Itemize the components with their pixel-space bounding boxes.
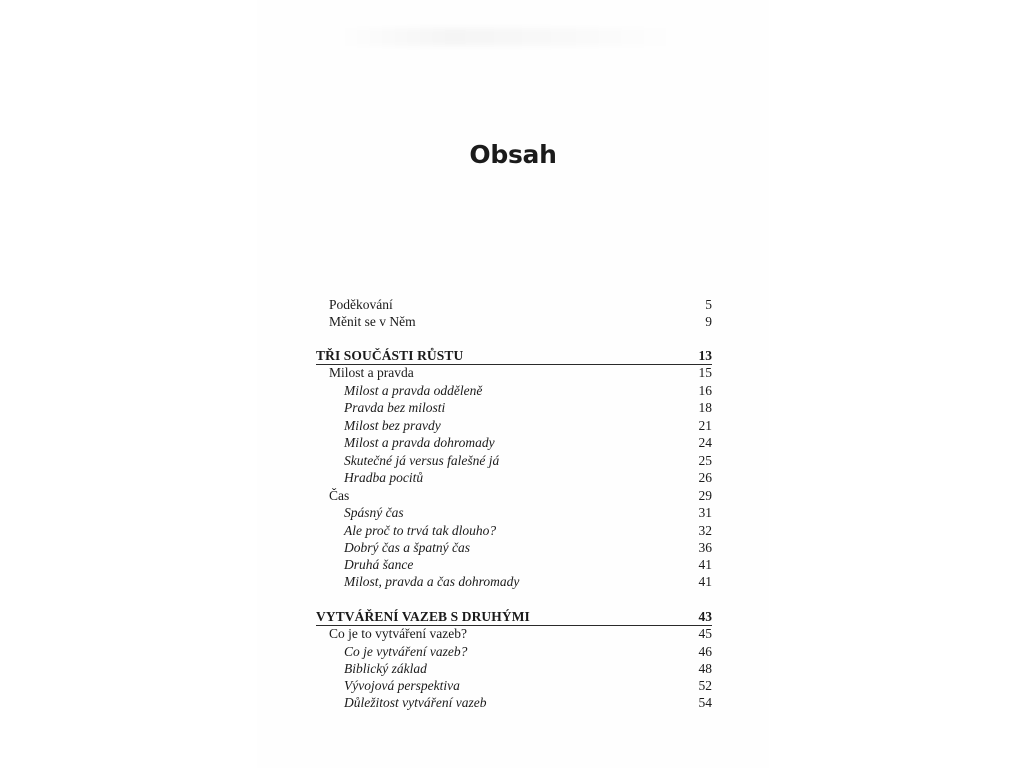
toc-part-heading	[316, 608, 712, 626]
toc-entry-label: Spásný čas	[344, 505, 404, 520]
toc-entry-label: Milost a pravda dohromady	[344, 435, 495, 450]
toc-entry-page-number: 9	[705, 314, 712, 329]
toc-entry-page-number: 15	[698, 365, 712, 380]
toc-section-entry	[316, 556, 712, 574]
toc-entry-page-number: 54	[698, 695, 712, 710]
toc-chapter-entry	[316, 313, 712, 331]
toc-entry-page-number: 16	[698, 383, 712, 398]
toc-entry-label: Vývojová perspektiva	[344, 678, 460, 693]
toc-section-entry	[316, 452, 712, 470]
toc-section-entry	[316, 677, 712, 695]
bleed-through-header	[338, 28, 678, 46]
toc-entry-label: Dobrý čas a špatný čas	[344, 540, 470, 555]
toc-entry-page-number: 52	[698, 678, 712, 693]
toc-entry-page-number: 26	[698, 470, 712, 485]
toc-section-entry	[316, 382, 712, 400]
toc-entry-label: Co je vytváření vazeb?	[344, 644, 468, 659]
toc-section-entry	[316, 417, 712, 435]
toc-entry-page-number: 45	[698, 626, 712, 641]
toc-entry-page-number: 48	[698, 661, 712, 676]
toc-entry-label: Měnit se v Něm	[329, 314, 416, 329]
toc-entry-label: TŘI SOUČÁSTI RŮSTU	[316, 348, 464, 363]
part-heading-divider	[316, 625, 712, 626]
toc-entry-label: Milost a pravda	[329, 365, 414, 380]
toc-entry-page-number: 41	[698, 574, 712, 589]
toc-entry-label: Milost bez pravdy	[344, 418, 441, 433]
toc-section-entry	[316, 504, 712, 522]
toc-part-heading	[316, 347, 712, 365]
toc-entry-page-number: 36	[698, 540, 712, 555]
toc-section-entry	[316, 434, 712, 452]
toc-entry-page-number: 43	[698, 609, 712, 624]
toc-entry-label: Milost, pravda a čas dohromady	[344, 574, 520, 589]
toc-section-entry	[316, 694, 712, 712]
toc-section-entry	[316, 643, 712, 661]
toc-section-entry	[316, 399, 712, 417]
toc-entry-label: Ale proč to trvá tak dlouho?	[344, 523, 497, 538]
toc-entry-label: Skutečné já versus falešné já	[344, 453, 500, 468]
toc-entry-label: Poděkování	[329, 297, 393, 312]
toc-section-entry	[316, 573, 712, 591]
toc-entry-label: Hradba pocitů	[344, 470, 424, 485]
page-title: Obsah	[469, 140, 557, 169]
toc-entry-page-number: 13	[698, 348, 712, 363]
toc-section-entry	[316, 522, 712, 540]
toc-chapter-entry	[316, 625, 712, 643]
toc-chapter-entry	[316, 364, 712, 382]
toc-entry-page-number: 5	[705, 297, 712, 312]
toc-entry-page-number: 18	[698, 400, 712, 415]
toc-chapter-entry	[316, 296, 712, 314]
toc-entry-page-number: 24	[698, 435, 712, 450]
toc-entry-label: Biblický základ	[344, 661, 427, 676]
toc-entry-label: Pravda bez milosti	[344, 400, 446, 415]
toc-entry-page-number: 21	[698, 418, 712, 433]
toc-chapter-entry	[316, 487, 712, 505]
part-heading-divider	[316, 364, 712, 365]
toc-entry-page-number: 46	[698, 644, 712, 659]
toc-section-entry	[316, 660, 712, 678]
toc-entry-page-number: 31	[698, 505, 712, 520]
toc-entry-label: Důležitost vytváření vazeb	[344, 695, 487, 710]
toc-entry-page-number: 41	[698, 557, 712, 572]
toc-entry-label: Co je to vytváření vazeb?	[329, 626, 467, 641]
toc-entry-label: Milost a pravda odděleně	[344, 383, 483, 398]
toc-section-entry	[316, 469, 712, 487]
toc-entry-page-number: 32	[698, 523, 712, 538]
toc-entry-label: Čas	[329, 488, 350, 503]
toc-entry-page-number: 29	[698, 488, 712, 503]
toc-entry-label: VYTVÁŘENÍ VAZEB S DRUHÝMI	[316, 609, 530, 624]
toc-section-entry	[316, 539, 712, 557]
toc-entry-page-number: 25	[698, 453, 712, 468]
toc-entry-label: Druhá šance	[344, 557, 414, 572]
